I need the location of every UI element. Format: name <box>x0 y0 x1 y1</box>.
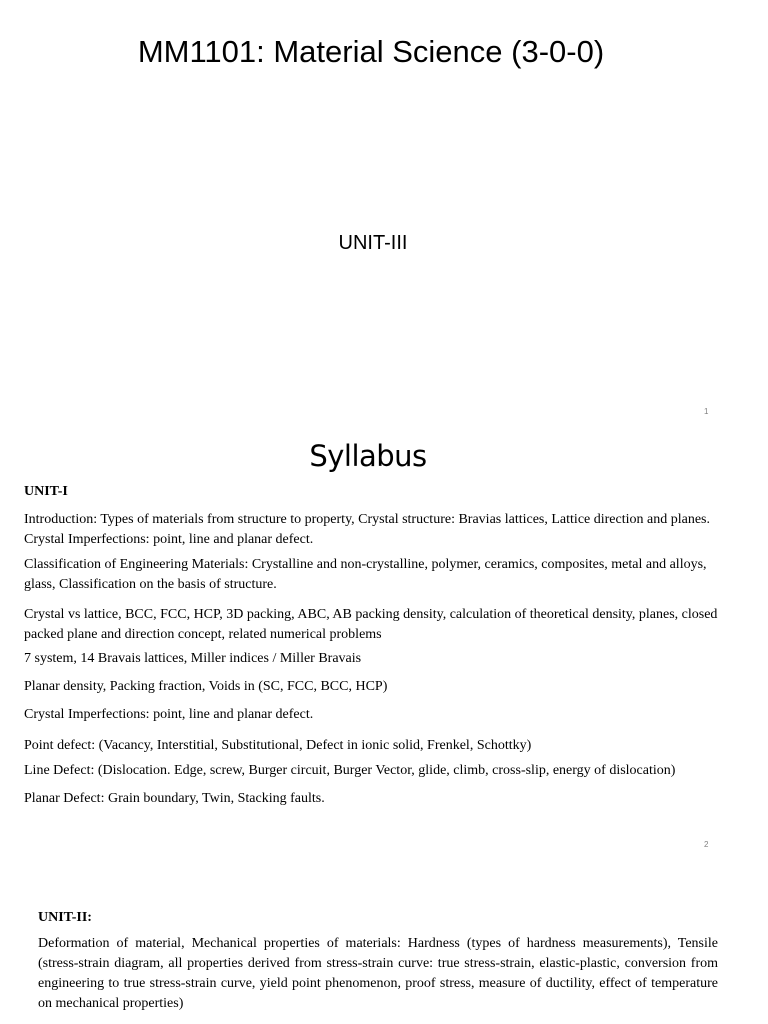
slide-2 <box>0 432 768 866</box>
syllabus-paragraph: Point defect: (Vacancy, Interstitial, Substitutional, Defect in ionic solid, Frenkel, Schottky) <box>24 738 532 753</box>
syllabus-paragraph: Line Defect: (Dislocation. Edge, screw, Burger circuit, Burger Vector, glide, climb, cross-slip, energy of dislocation) <box>24 763 676 778</box>
syllabus-paragraph: Deformation of material, Mechanical properties of materials: Hardness (types of hardness measurements), Tensile (stress-strain diagram, all properties derived from stress-strain curve: true stress-strain, elastic-plastic, conversion from engineering to true stress-strain curve, yield point phenomenon, proof stress, measure of ductility, effect of temperature on mechanical properties) <box>38 936 718 1011</box>
slide-1 <box>0 0 768 432</box>
syllabus-paragraph: Crystal Imperfections: point, line and planar defect. <box>24 707 314 722</box>
unit-heading: UNIT-I <box>24 484 68 499</box>
page-number: 2 <box>704 840 709 849</box>
slide-3 <box>0 866 768 1024</box>
syllabus-paragraph: Crystal vs lattice, BCC, FCC, HCP, 3D packing, ABC, AB packing density, calculation of theoretical density, planes, closed packed plane and direction concept, related numerical problems <box>24 607 718 642</box>
page-number: 1 <box>704 407 709 416</box>
syllabus-paragraph: Planar Defect: Grain boundary, Twin, Stacking faults. <box>24 791 325 806</box>
syllabus-paragraph: Classification of Engineering Materials: Crystalline and non-crystalline, polymer, ceramics, composites, metal and alloys, glass, Classification on the basis of structure. <box>24 557 707 592</box>
syllabus-paragraph: 7 system, 14 Bravais lattices, Miller indices / Miller Bravais <box>24 651 362 666</box>
syllabus-paragraph: Planar density, Packing fraction, Voids in (SC, FCC, BCC, HCP) <box>24 679 388 694</box>
syllabus-title: Syllabus <box>309 439 427 473</box>
syllabus-paragraph: Introduction: Types of materials from structure to property, Crystal structure: Bravias lattices, Lattice direction and planes. Crystal Imperfections: point, line and planar defect. <box>24 512 710 547</box>
unit-subtitle: UNIT-III <box>338 232 408 254</box>
unit-heading: UNIT-II: <box>38 910 92 925</box>
course-title: MM1101: Material Science (3-0-0) <box>137 34 605 69</box>
